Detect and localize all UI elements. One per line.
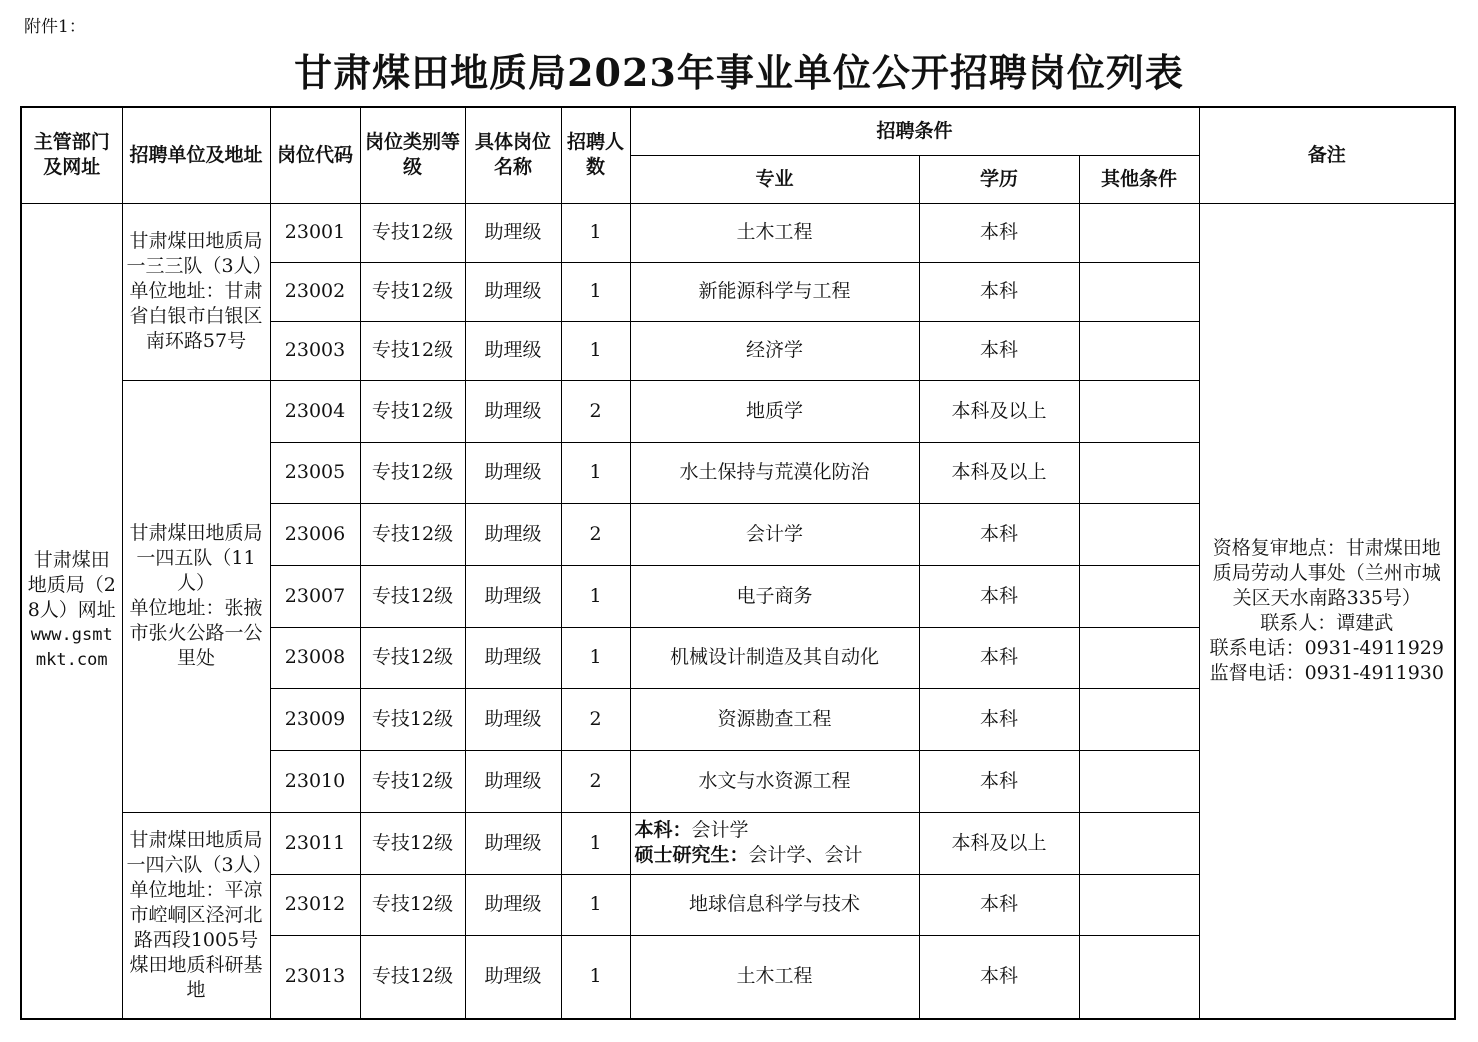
code-cell: 23010 (270, 750, 360, 812)
other-cell (1079, 750, 1199, 812)
education-cell: 本科 (919, 688, 1079, 750)
category-cell: 专技12级 (360, 203, 465, 262)
category-cell: 专技12级 (360, 935, 465, 1019)
count-cell: 1 (561, 812, 630, 874)
header-education: 学历 (919, 155, 1079, 203)
count-cell: 1 (561, 935, 630, 1019)
code-cell: 23003 (270, 321, 360, 380)
category-cell: 专技12级 (360, 688, 465, 750)
education-cell: 本科 (919, 750, 1079, 812)
position-cell: 助理级 (465, 812, 561, 874)
count-cell: 2 (561, 750, 630, 812)
other-cell (1079, 262, 1199, 321)
major-cell: 电子商务 (630, 565, 919, 627)
code-cell: 23011 (270, 812, 360, 874)
category-cell: 专技12级 (360, 565, 465, 627)
header-category: 岗位类别等级 (360, 107, 465, 203)
count-cell: 1 (561, 565, 630, 627)
education-cell: 本科及以上 (919, 442, 1079, 503)
other-cell (1079, 874, 1199, 935)
major-cell (630, 812, 919, 874)
unit-cell (122, 380, 270, 812)
code-cell: 23012 (270, 874, 360, 935)
dept-cell (21, 203, 122, 1019)
category-cell: 专技12级 (360, 380, 465, 442)
header-other: 其他条件 (1079, 155, 1199, 203)
category-cell: 专技12级 (360, 442, 465, 503)
education-cell: 本科 (919, 203, 1079, 262)
count-cell: 1 (561, 203, 630, 262)
header-code: 岗位代码 (270, 107, 360, 203)
position-cell: 助理级 (465, 321, 561, 380)
education-cell: 本科及以上 (919, 812, 1079, 874)
category-cell: 专技12级 (360, 874, 465, 935)
position-cell: 助理级 (465, 874, 561, 935)
dept-name: 甘肃煤田地质局（28人）网址 (27, 549, 116, 622)
page-title: 甘肃煤田地质局2023年事业单位公开招聘岗位列表 (294, 50, 1184, 95)
position-cell: 助理级 (465, 627, 561, 688)
count-cell: 1 (561, 262, 630, 321)
header-major: 专业 (630, 155, 919, 203)
position-cell: 助理级 (465, 203, 561, 262)
header-remarks: 备注 (1199, 107, 1455, 203)
remarks-cell (1199, 203, 1455, 1019)
major-label-bachelor: 本科： (634, 819, 692, 841)
other-cell (1079, 565, 1199, 627)
code-cell: 23002 (270, 262, 360, 321)
header-conditions: 招聘条件 (630, 107, 1199, 155)
education-cell: 本科 (919, 874, 1079, 935)
education-cell: 本科 (919, 627, 1079, 688)
count-cell: 1 (561, 874, 630, 935)
category-cell: 专技12级 (360, 750, 465, 812)
other-cell (1079, 812, 1199, 874)
unit-address: 单位地址：张掖市张火公路一公里处 (129, 597, 263, 669)
position-cell: 助理级 (465, 262, 561, 321)
code-cell: 23005 (270, 442, 360, 503)
major-value-bachelor: 会计学 (691, 819, 749, 841)
code-cell: 23009 (270, 688, 360, 750)
unit-address: 单位地址：平凉市崆峒区泾河北路西段1005号煤田地质科研基地 (129, 878, 263, 1001)
remarks-phone: 联系电话：0931-4911929 (1209, 636, 1444, 659)
major-cell: 土木工程 (630, 203, 919, 262)
remarks-contact: 联系人：谭建武 (1260, 611, 1394, 634)
major-cell: 会计学 (630, 503, 919, 565)
position-cell: 助理级 (465, 380, 561, 442)
header-position: 具体岗位名称 (465, 107, 561, 203)
unit-name: 甘肃煤田地质局一四六队（3人） (126, 828, 272, 876)
position-cell: 助理级 (465, 503, 561, 565)
count-cell: 1 (561, 321, 630, 380)
attachment-label: 附件1： (24, 17, 86, 37)
major-cell: 土木工程 (630, 935, 919, 1019)
major-value-master: 会计学、会计 (748, 844, 863, 866)
code-cell: 23004 (270, 380, 360, 442)
position-cell: 助理级 (465, 750, 561, 812)
category-cell: 专技12级 (360, 627, 465, 688)
other-cell (1079, 688, 1199, 750)
count-cell: 2 (561, 380, 630, 442)
code-cell: 23006 (270, 503, 360, 565)
education-cell: 本科及以上 (919, 380, 1079, 442)
other-cell (1079, 627, 1199, 688)
code-cell: 23001 (270, 203, 360, 262)
other-cell (1079, 503, 1199, 565)
header-count: 招聘人数 (561, 107, 630, 203)
education-cell: 本科 (919, 262, 1079, 321)
other-cell (1079, 203, 1199, 262)
position-cell: 助理级 (465, 688, 561, 750)
major-cell: 地质学 (630, 380, 919, 442)
unit-cell (122, 812, 270, 1019)
education-cell: 本科 (919, 503, 1079, 565)
education-cell: 本科 (919, 565, 1079, 627)
table-row (21, 203, 1455, 262)
other-cell (1079, 935, 1199, 1019)
header-unit: 招聘单位及地址 (122, 107, 270, 203)
major-label-master: 硕士研究生： (634, 844, 749, 866)
category-cell: 专技12级 (360, 812, 465, 874)
education-cell: 本科 (919, 935, 1079, 1019)
unit-name: 甘肃煤田地质局一四五队（11人） (129, 522, 263, 594)
position-cell: 助理级 (465, 935, 561, 1019)
category-cell: 专技12级 (360, 321, 465, 380)
unit-name: 甘肃煤田地质局一三三队（3人） (126, 230, 272, 277)
count-cell: 1 (561, 627, 630, 688)
education-cell: 本科 (919, 321, 1079, 380)
code-cell: 23007 (270, 565, 360, 627)
position-cell: 助理级 (465, 565, 561, 627)
code-cell: 23013 (270, 935, 360, 1019)
dept-website: www.gsmtmkt.com (30, 625, 113, 671)
count-cell: 1 (561, 442, 630, 503)
other-cell (1079, 442, 1199, 503)
unit-cell (122, 203, 270, 380)
major-cell: 水土保持与荒漠化防治 (630, 442, 919, 503)
major-cell: 水文与水资源工程 (630, 750, 919, 812)
major-cell: 新能源科学与工程 (630, 262, 919, 321)
category-cell: 专技12级 (360, 262, 465, 321)
remarks-supervise: 监督电话：0931-4911930 (1209, 661, 1444, 684)
header-row-1 (21, 107, 1455, 155)
count-cell: 2 (561, 688, 630, 750)
position-cell: 助理级 (465, 442, 561, 503)
unit-address: 单位地址：甘肃省白银市白银区南环路57号 (129, 280, 263, 352)
major-cell: 资源勘查工程 (630, 688, 919, 750)
other-cell (1079, 321, 1199, 380)
major-cell: 地球信息科学与技术 (630, 874, 919, 935)
header-dept: 主管部门及网址 (21, 107, 122, 203)
code-cell: 23008 (270, 627, 360, 688)
count-cell: 2 (561, 503, 630, 565)
remarks-location: 资格复审地点：甘肃煤田地质局劳动人事处（兰州市城关区天水南路335号） (1212, 536, 1441, 609)
major-cell: 机械设计制造及其自动化 (630, 627, 919, 688)
recruitment-table (20, 106, 1456, 1020)
category-cell: 专技12级 (360, 503, 465, 565)
major-cell: 经济学 (630, 321, 919, 380)
other-cell (1079, 380, 1199, 442)
